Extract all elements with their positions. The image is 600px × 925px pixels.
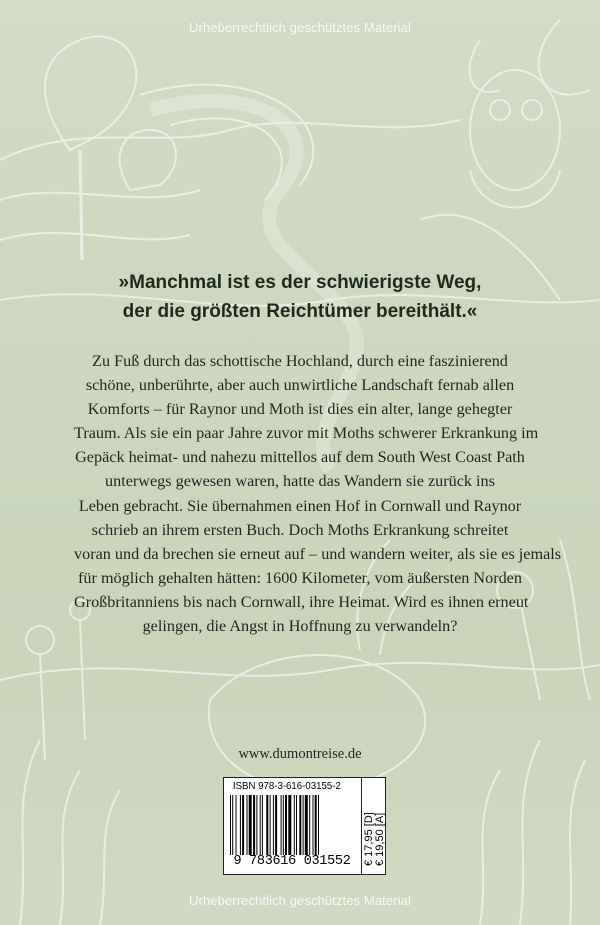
blurb-line: unterwegs gewesen waren, hatte das Wandern sie zurück ins: [105, 472, 495, 491]
tagline-quote: [0, 268, 600, 326]
price-germany: € 17,95 [D]: [363, 812, 375, 866]
price-austria: € 19,50 [A]: [374, 812, 386, 866]
blurb-line: Komforts – für Raynor und Moth ist dies ein alter, lange gehegter: [87, 400, 513, 419]
blurb-line: Gepäck heimat- und nahezu mittellos auf dem South West Coast Path: [75, 448, 525, 467]
barcode-digits: 9 783616 031552: [233, 854, 351, 869]
blurb-line: Leben gebracht. Sie übernahmen einen Hof in Cornwall und Raynor: [78, 496, 522, 515]
blurb-line: Zu Fuß durch das schottische Hochland, durch eine faszinierend: [92, 352, 508, 370]
blurb-line: für möglich gehalten hätten: 1600 Kilometer, vom äußersten Norden: [78, 568, 522, 587]
isbn-number: ISBN 978-3-616-03155-2: [232, 780, 341, 792]
price-column: [361, 778, 386, 874]
blurb-line: voran und da brechen sie erneut auf – und wandern weiter, als sie es jemals: [74, 544, 562, 563]
blurb-line: Traum. Als sie ein paar Jahre zuvor mit Moths schwerer Erkrankung im: [74, 424, 539, 443]
isbn-barcode-label: [223, 777, 386, 875]
copyright-watermark-top: Urheberrechtlich geschütztes Material: [189, 20, 411, 35]
blurb-line: schrieb an ihrem ersten Buch. Doch Moths Erkrankung schreitet: [91, 520, 509, 539]
blurb-text: [74, 349, 562, 638]
blurb-line: Großbritanniens bis nach Cornwall, ihre Heimat. Wird es ihnen erneut: [74, 592, 529, 611]
quote-line: der die größten Reichtümer bereithält.«: [122, 301, 478, 322]
publisher-website: www.dumontreise.de: [238, 746, 362, 762]
copyright-watermark-bottom: Urheberrechtlich geschütztes Material: [189, 893, 411, 908]
quote-line: »Manchmal ist es der schwierigste Weg,: [118, 272, 482, 293]
blurb-line: gelingen, die Angst in Hoffnung zu verwandeln?: [142, 617, 458, 636]
blurb-line: schöne, unberührte, aber auch unwirtliche Landschaft fernab allen: [85, 376, 515, 395]
barcode-icon: [230, 795, 354, 855]
